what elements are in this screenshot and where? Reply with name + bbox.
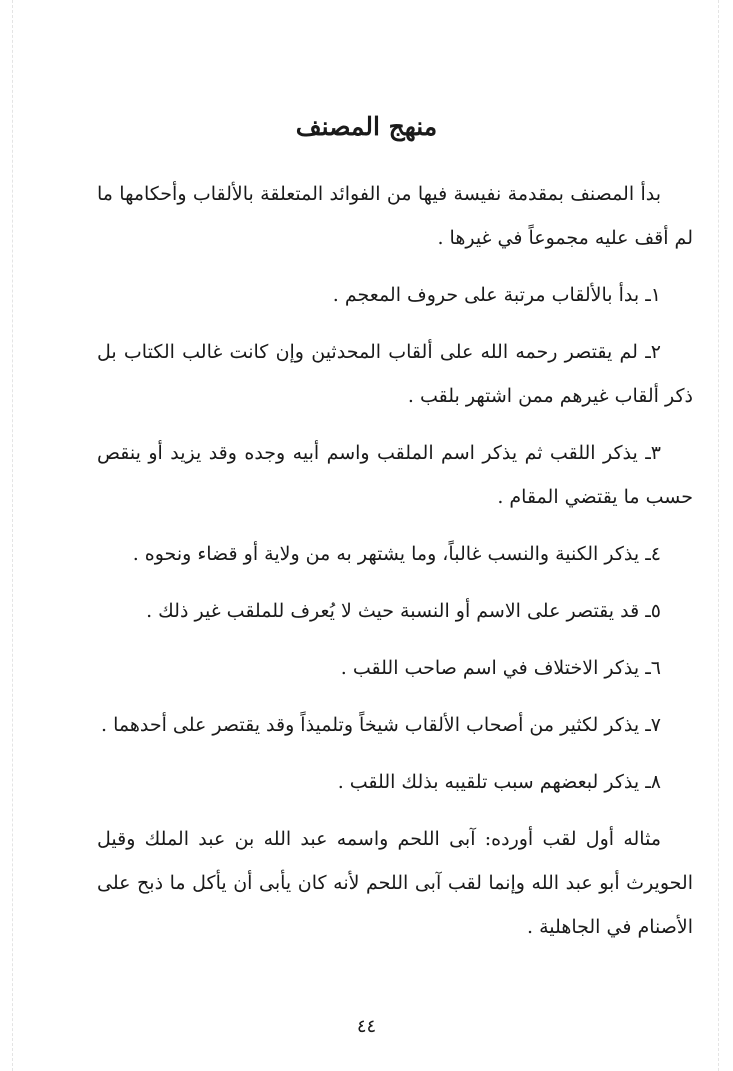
list-item: ٨ـ يذكر لبعضهم سبب تلقيبه بذلك اللقب . [337,771,661,793]
intro-paragraph: بدأ المصنف بمقدمة نفيسة فيها من الفوائد المتعلقة بالألقاب وأحكامها ما لم أقف عليه مجموعاً في غيرها . [97,183,693,249]
list-item: ٢ـ لم يقتصر رحمه الله على ألقاب المحدثين وإن كانت غالب الكتاب بل ذكر ألقاب غيرهم ممن اشتهر بلقب . [97,341,693,407]
list-item: ٦ـ يذكر الاختلاف في اسم صاحب اللقب . [340,657,661,679]
example-paragraph: مثاله أول لقب أورده: آبى اللحم واسمه عبد الله بن عبد الملك وقيل الحويرث أبو عبد الله وإنما لقب آبى اللحم لأنه كان يأبى أن يأكل ما ذبح على الأصنام في الجاهلية . [97,828,693,938]
scan-margin-line [718,0,719,1071]
list-item: ٣ـ يذكر اللقب ثم يذكر اسم الملقب واسم أبيه وجده وقد يزيد أو ينقص حسب ما يقتضي المقام . [97,442,693,508]
list-item: ٥ـ قد يقتصر على الاسم أو النسبة حيث لا يُعرف للملقب غير ذلك . [146,600,661,622]
list-item: ٤ـ يذكر الكنية والنسب غالباً، وما يشتهر به من ولاية أو قضاء ونحوه . [132,543,661,565]
page-title: منهج المصنف [295,112,438,141]
page-body [97,172,693,962]
page-number: ٤٤ [356,1016,377,1037]
scan-margin-line [12,0,13,1071]
list-item: ١ـ بدأ بالألقاب مرتبة على حروف المعجم . [332,284,661,306]
list-item: ٧ـ يذكر لكثير من أصحاب الألقاب شيخاً وتلميذاً وقد يقتصر على أحدهما . [100,714,661,736]
